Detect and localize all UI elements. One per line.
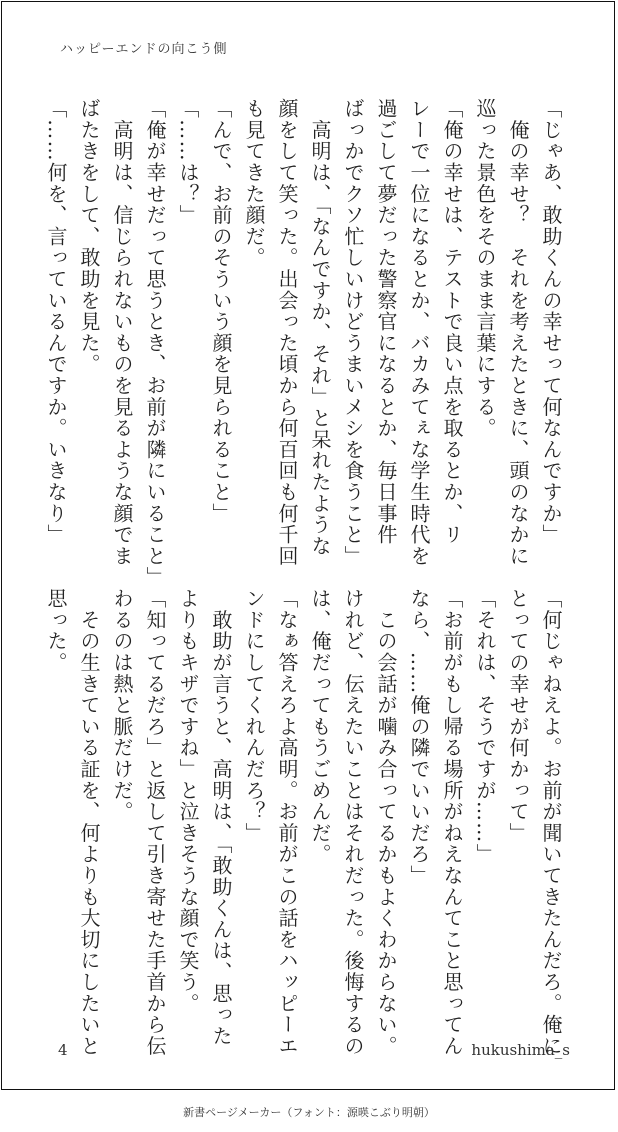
text-line: とっての幸せが何かって」 [506, 588, 530, 844]
text-line: 過ごして夢だった警察官になるとか、毎日事件 [374, 98, 398, 546]
text-line: 思った。 [44, 588, 68, 674]
text-line: 「何じゃねえよ。お前が聞いてきたんだろ。俺に [539, 588, 563, 1057]
text-line: 敢助が言うと、高明は、「敢助くんは、思った [209, 588, 233, 1047]
text-block-top [39, 98, 567, 588]
text-line: 「……何を、言っているんですか。いきなり」 [44, 98, 68, 546]
text-line: 「それは、そうですが……」 [473, 588, 497, 865]
text-line: 「知ってるだろ」と返して引き寄せた手首から伝 [143, 588, 167, 1057]
text-line: 「んで、お前のそういう顔を見られること」 [209, 98, 233, 524]
text-line: は、俺だってもうごめんだ。 [308, 588, 332, 865]
text-line: 「なぁ答えろよ高明。お前がこの話をハッピーエ [275, 588, 299, 1057]
text-line: この会話が噛み合ってるかもよくわからない。 [374, 588, 398, 1057]
author-name: hukushima_s [471, 1041, 570, 1059]
page-number: 4 [58, 1041, 68, 1059]
text-line: よりもキザですね」と泣きそうな顔で笑う。 [176, 588, 200, 1014]
running-title: ハッピーエンドの向こう側 [60, 42, 228, 57]
text-line: その生きている証を、何よりも大切にしたいと [77, 588, 101, 1057]
text-line: 高明は、信じられないものを見るような顔でま [110, 98, 134, 567]
text-line: ばたきをして、敢助を見た。 [77, 98, 101, 375]
text-line: も見てきた顔だ。 [242, 98, 266, 269]
text-line: 「……は？」 [176, 98, 200, 226]
page-frame [1, 1, 615, 1090]
text-line: 「お前がもし帰る場所がねえなんてこと思ってん [440, 588, 464, 1057]
text-line: けれど、伝えたいことはそれだった。後悔するの [341, 588, 365, 1057]
text-line: 「俺の幸せは、テストで良い点を取るとか、リ [440, 98, 464, 546]
text-line: わるのは熱と脈だけだ。 [110, 588, 134, 823]
text-line: 高明は、「なんですか、それ」と呆れたような [308, 98, 332, 557]
text-line: 「じゃあ、敢助くんの幸せって何なんですか」 [539, 98, 563, 546]
text-line: ンドにしてくれんだろ？」 [242, 588, 266, 844]
text-line: レーで一位になるとか、バカみてぇな学生時代を [407, 98, 431, 567]
text-line: 顔をして笑った。出会った頃から何百回も何千回 [275, 98, 299, 567]
text-line: なら、……俺の隣でいいだろ」 [407, 588, 431, 887]
text-line: 「俺が幸せだって思うとき、お前が隣にいること」 [143, 98, 167, 588]
footer-credit: 新書ページメーカー（フォント：源暎こぶり明朝） [183, 1106, 435, 1119]
text-line: 巡った景色をそのまま言葉にする。 [473, 98, 497, 439]
text-line: ばっかでクソ忙しいけどうまいメシを食うこと」 [341, 98, 365, 567]
text-line: 俺の幸せ？ それを考えたときに、頭のなかに [506, 98, 530, 567]
